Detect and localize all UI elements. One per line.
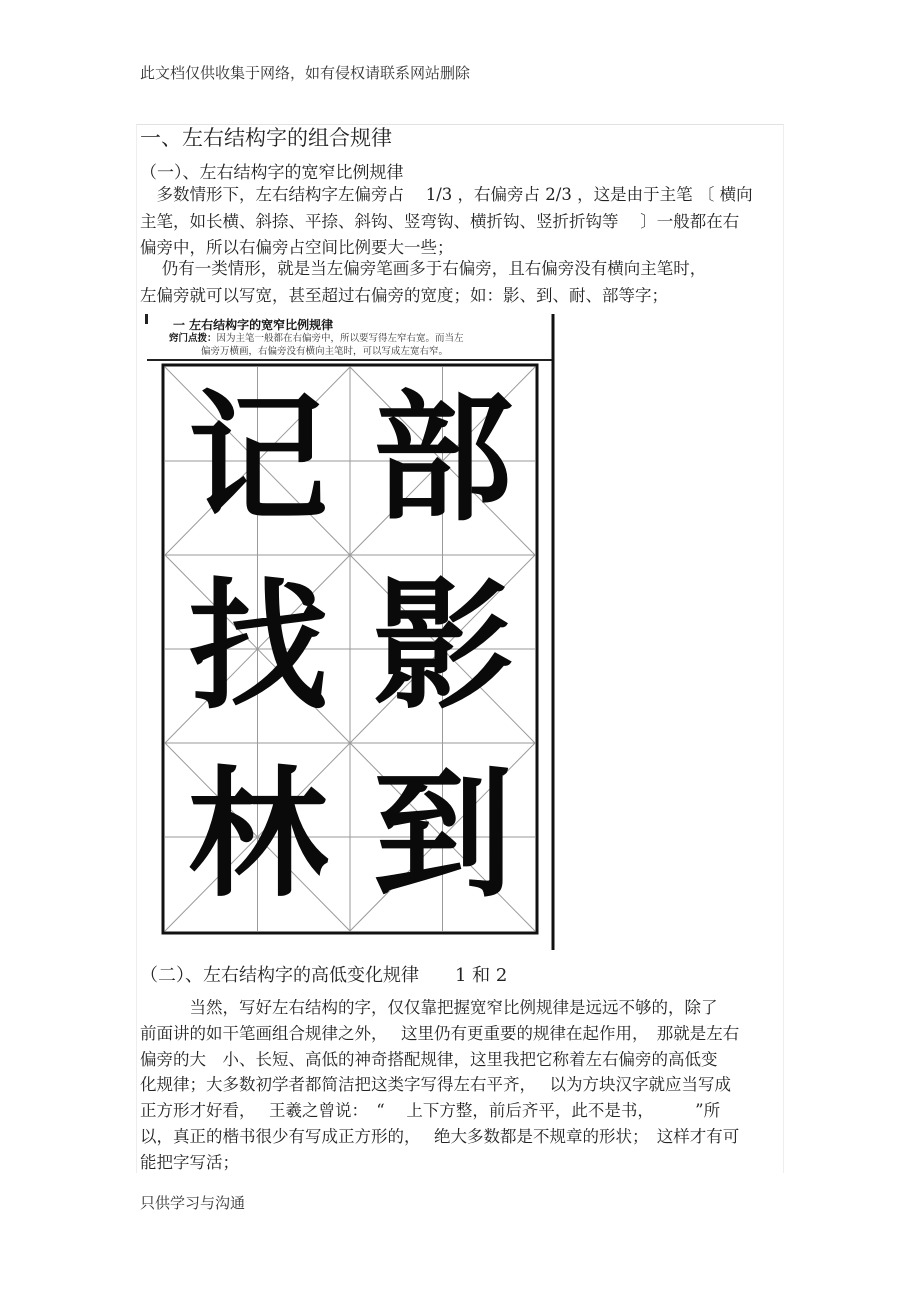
paragraph-3 xyxy=(140,995,739,1176)
paragraph-1-line: 多数情形下，左右结构字左偏旁占 1/3 ，右偏旁占 2/3 ，这是由于主笔 〔 横向 xyxy=(140,185,753,204)
calligraphy-figure xyxy=(145,310,556,950)
figure-tip-line-1: 因为主笔一般都在右偏旁中，所以要写得左窄右宽。而当左 xyxy=(216,333,464,344)
figure-title: 一 左右结构字的宽窄比例规律 xyxy=(173,318,334,332)
calligraphy-character: 记 xyxy=(187,378,328,541)
paragraph-2 xyxy=(140,256,706,309)
calligraphy-character: 找 xyxy=(187,566,328,729)
paragraph-3-line: 正方形才好看， 王羲之曾说： “ 上下方整，前后齐平，此不是书， ”所 xyxy=(140,1101,721,1121)
paragraph-3-line: 前面讲的如干笔画组合规律之外， 这里仍有更重要的规律在起作用， 那就是左右 xyxy=(140,1023,740,1043)
calligraphy-character: 林 xyxy=(187,754,328,917)
paragraph-3-line: 化规律；大多数初学者都简洁把这类字写得左右平齐， 以为方块汉字就应当写成 xyxy=(140,1075,731,1095)
calligraphy-character: 部 xyxy=(372,378,513,541)
paragraph-1-line: 主笔，如长横、斜捺、平捺、斜钩、竖弯钩、横折钩、竖折折钩等 〕一般都在右 xyxy=(140,211,740,231)
header-disclaimer: 此文档仅供收集于网络，如有侵权请联系网站删除 xyxy=(140,64,471,82)
paragraph-1-line: 偏旁中，所以右偏旁占空间比例要大一些； xyxy=(140,238,454,257)
paragraph-2-line: 左偏旁就可以写宽，甚至超过右偏旁的宽度；如：影、到、耐、部等字； xyxy=(140,285,668,305)
subsection-2-title: （二）、左右结构字的高低变化规律 1 和 2 xyxy=(140,965,508,986)
paragraph-3-line: 以，真正的楷书很少有写成正方形的， 绝大多数都是不规章的形状； 这样才有可 xyxy=(140,1126,740,1146)
paragraph-3-line: 能把字写活； xyxy=(140,1152,239,1172)
paragraph-3-line: 当然，写好左右结构的字，仅仅靠把握宽窄比例规律是远远不够的，除了 xyxy=(140,998,718,1017)
section-title: 一、左右结构字的组合规律 xyxy=(140,126,392,150)
figure-tip-label: 窍门点拨： xyxy=(169,333,217,344)
calligraphy-character: 到 xyxy=(372,754,513,917)
paragraph-3-line: 偏旁的大 小、长短、高低的神奇搭配规律，这里我把它称着左右偏旁的高低变 xyxy=(140,1049,718,1069)
calligraphy-character: 影 xyxy=(372,566,513,729)
figure-tip-line-2: 偏旁万横画，右偏旁没有横向主笔时，可以写成左宽右窄。 xyxy=(201,346,449,357)
paragraph-1 xyxy=(140,182,753,262)
subsection-1-title: （一）、左右结构字的宽窄比例规律 xyxy=(140,163,404,183)
paragraph-2-line: 仍有一类情形，就是当左偏旁笔画多于右偏旁，且右偏旁没有横向主笔时， xyxy=(140,259,707,278)
footer-note: 只供学习与沟通 xyxy=(140,1194,246,1212)
